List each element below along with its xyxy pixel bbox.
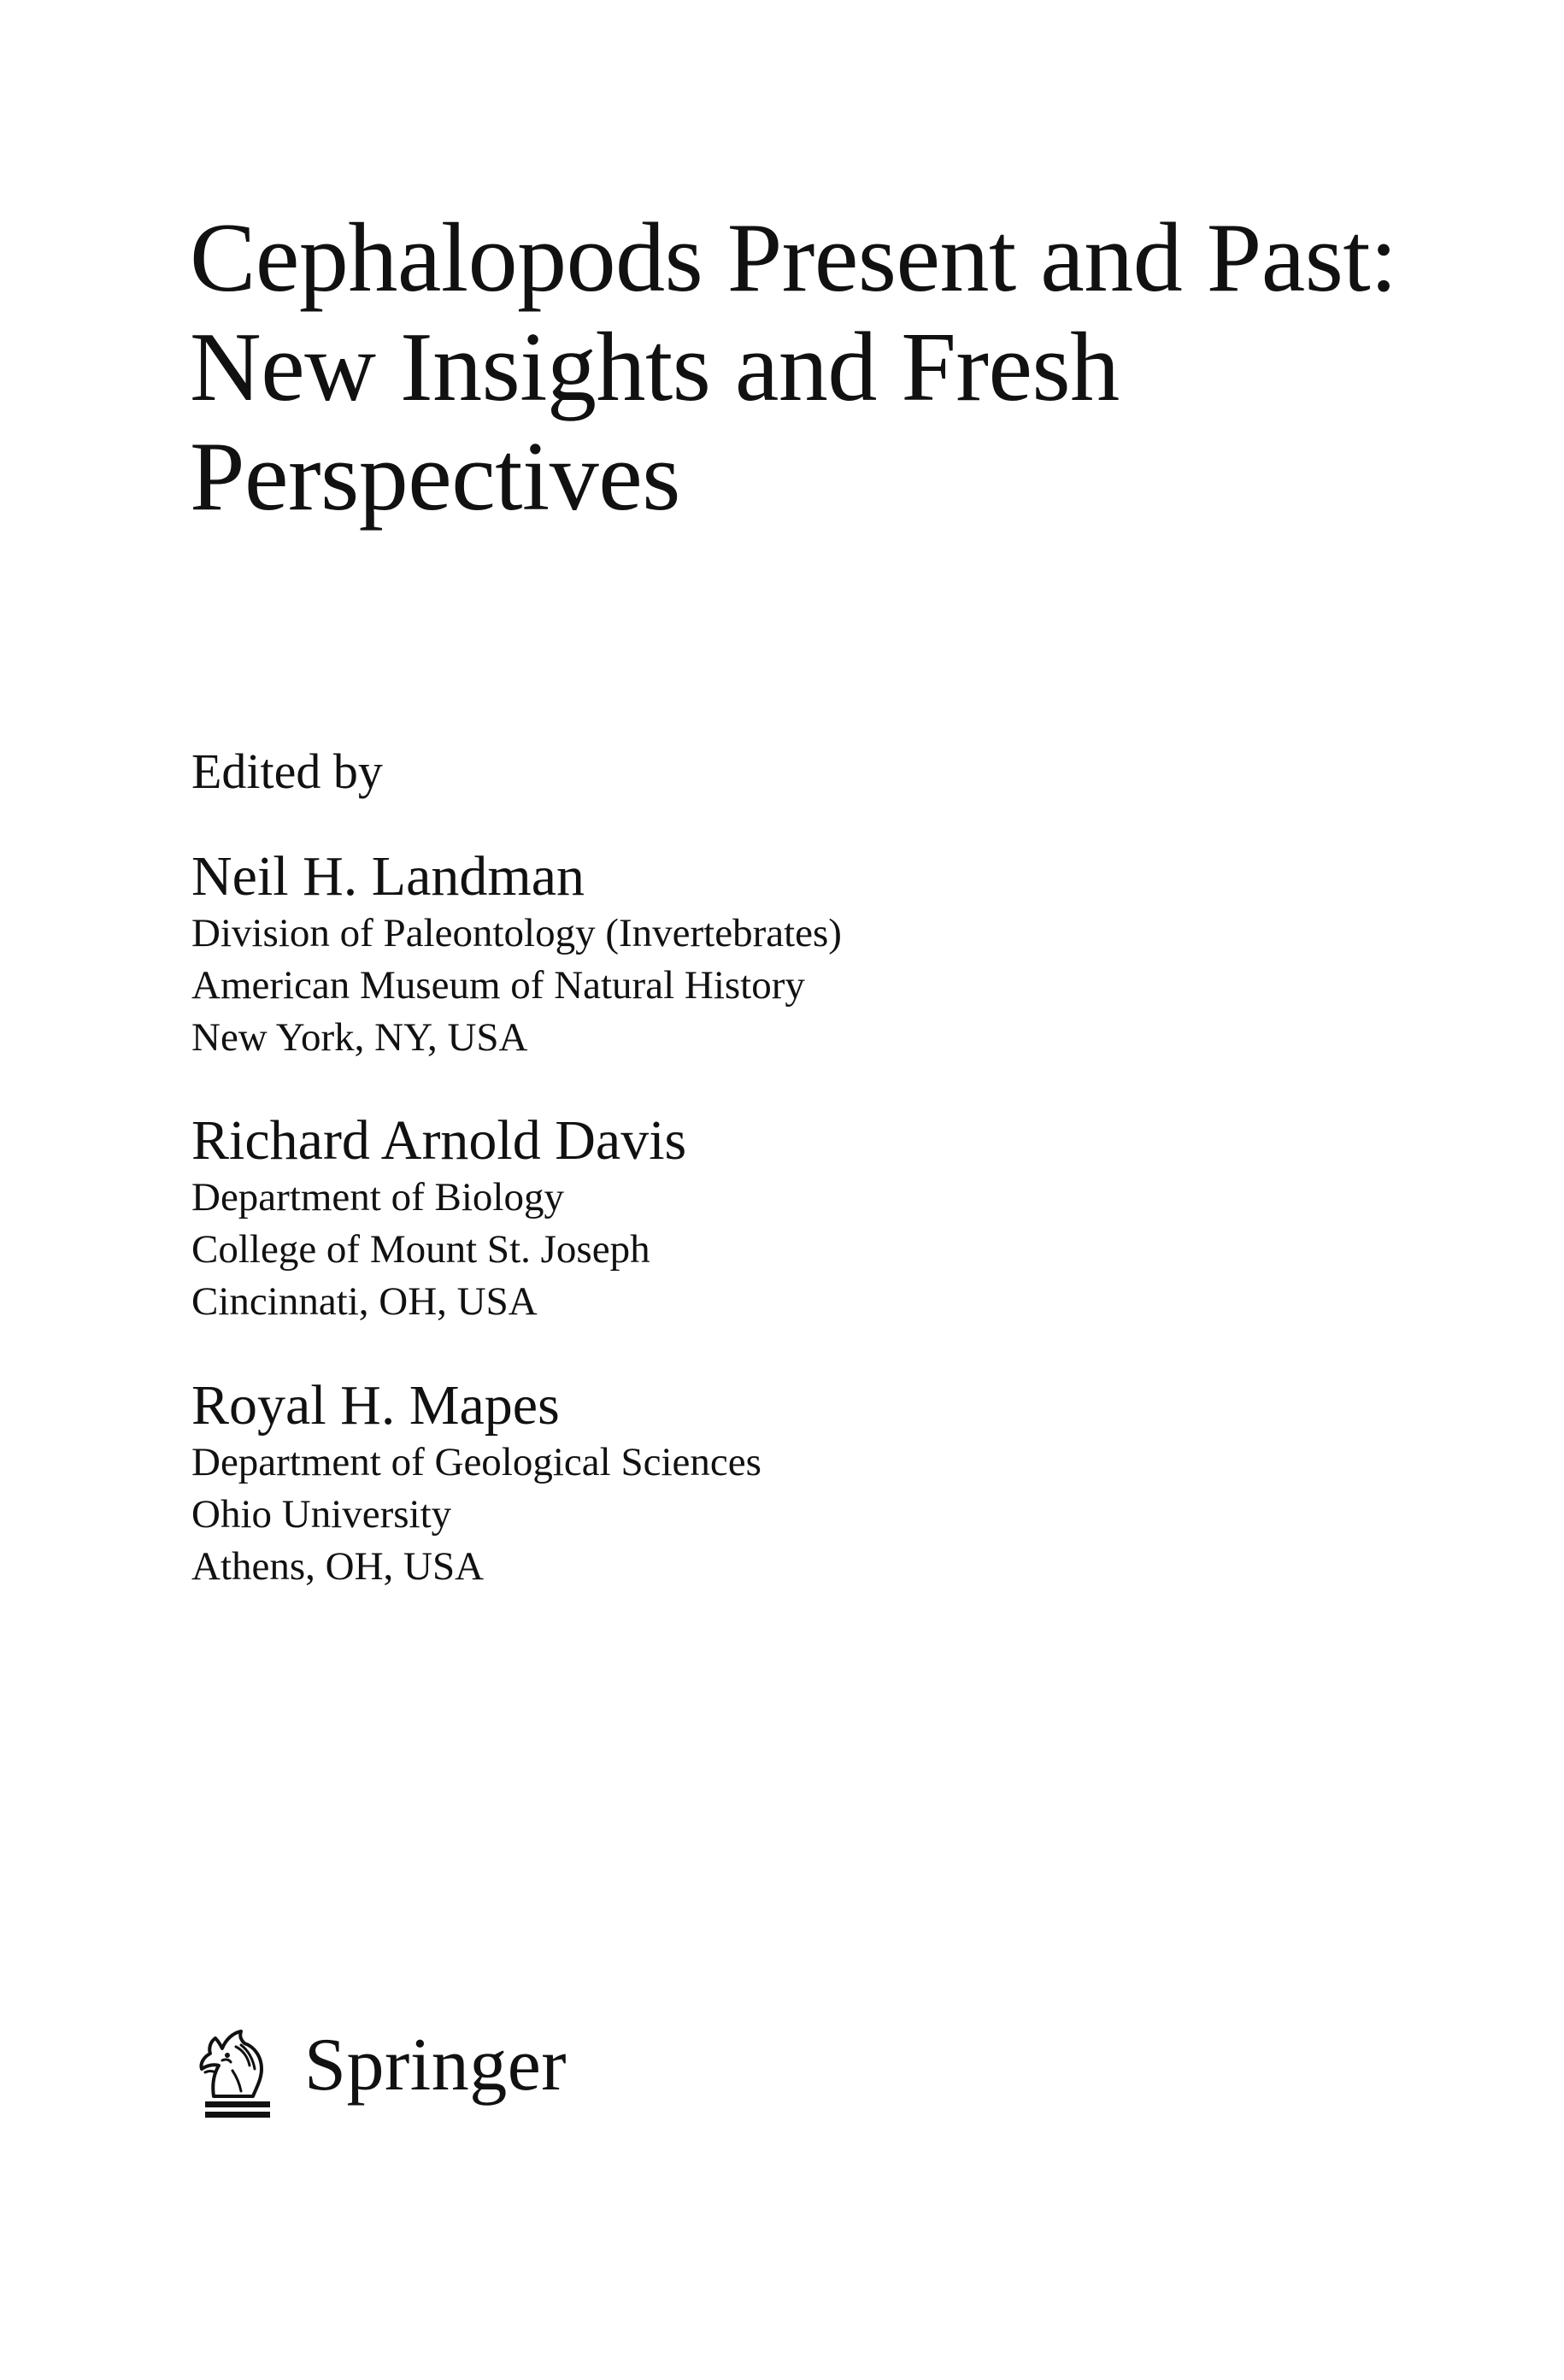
editor-affiliation-line: Department of Biology [191, 1175, 564, 1219]
editor-affiliation-line: Ohio University [191, 1492, 452, 1537]
edited-by-label: Edited by [191, 743, 383, 799]
book-title-line: New Insights and Fresh [190, 313, 1120, 422]
editor-block [191, 846, 1302, 1064]
editor-name: Richard Arnold Davis [191, 1109, 687, 1172]
editor-block [191, 1110, 1302, 1328]
book-title-line: Cephalopods Present and Past: [190, 203, 1397, 313]
editor-affiliation-line: College of Mount St. Joseph [191, 1227, 650, 1272]
publisher-name: Springer [304, 2024, 567, 2107]
editor-block [191, 1375, 1302, 1593]
editor-affiliation-line: Department of Geological Sciences [191, 1440, 761, 1484]
publisher-imprint [193, 2021, 638, 2124]
book-title [190, 203, 1429, 532]
editor-name: Neil H. Landman [191, 845, 585, 908]
editor-affiliation-line: Division of Paleontology (Invertebrates) [191, 911, 842, 955]
book-title-line: Perspectives [190, 422, 680, 532]
editor-affiliation-line: Cincinnati, OH, USA [191, 1279, 538, 1324]
editor-affiliation-line: American Museum of Natural History [191, 963, 805, 1008]
editor-affiliation-line: Athens, OH, USA [191, 1544, 485, 1589]
springer-knight-icon [193, 2021, 282, 2122]
editor-affiliation-line: New York, NY, USA [191, 1015, 528, 1060]
editor-name: Royal H. Mapes [191, 1374, 560, 1437]
